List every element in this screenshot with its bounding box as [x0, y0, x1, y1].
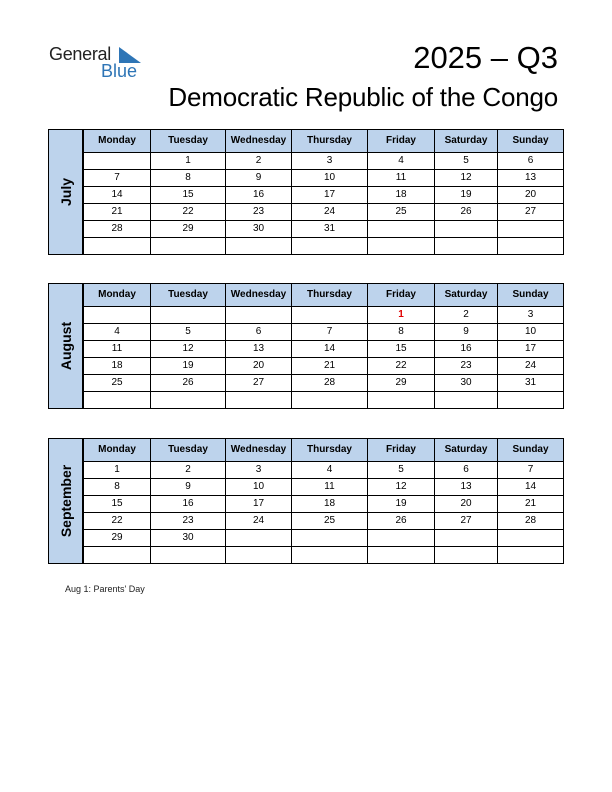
week-row — [84, 547, 564, 564]
month-name: August — [57, 321, 74, 371]
empty-day-cell — [368, 221, 435, 238]
day-cell: 17 — [226, 496, 292, 513]
empty-day-cell — [368, 392, 435, 409]
day-cell: 2 — [226, 153, 292, 170]
day-cell: 9 — [226, 170, 292, 187]
day-cell: 9 — [435, 324, 498, 341]
day-cell: 8 — [368, 324, 435, 341]
empty-day-cell — [435, 392, 498, 409]
month-label-band — [48, 129, 83, 255]
empty-day-cell — [226, 238, 292, 255]
day-cell: 18 — [292, 496, 368, 513]
week-row — [84, 496, 564, 513]
day-cell: 14 — [84, 187, 151, 204]
day-cell: 6 — [226, 324, 292, 341]
day-cell: 28 — [84, 221, 151, 238]
day-cell: 18 — [84, 358, 151, 375]
day-cell: 23 — [435, 358, 498, 375]
day-cell: 24 — [498, 358, 564, 375]
weekday-header: Saturday — [435, 439, 498, 462]
empty-day-cell — [498, 221, 564, 238]
day-cell: 24 — [226, 513, 292, 530]
logo — [49, 44, 149, 84]
day-cell: 20 — [435, 496, 498, 513]
day-cell: 31 — [292, 221, 368, 238]
empty-day-cell — [498, 392, 564, 409]
day-cell: 8 — [84, 479, 151, 496]
day-cell: 23 — [226, 204, 292, 221]
day-cell: 29 — [151, 221, 226, 238]
day-cell: 7 — [84, 170, 151, 187]
day-cell: 29 — [368, 375, 435, 392]
day-cell: 26 — [151, 375, 226, 392]
week-row — [84, 307, 564, 324]
weekday-header: Friday — [368, 130, 435, 153]
weekday-header-row — [84, 284, 564, 307]
empty-day-cell — [435, 547, 498, 564]
month-name: July — [57, 177, 74, 207]
weekday-header: Monday — [84, 284, 151, 307]
day-cell: 22 — [151, 204, 226, 221]
week-row — [84, 530, 564, 547]
weekday-header: Sunday — [498, 284, 564, 307]
day-cell: 14 — [292, 341, 368, 358]
day-cell: 12 — [151, 341, 226, 358]
empty-day-cell — [84, 238, 151, 255]
empty-day-cell — [151, 547, 226, 564]
weekday-header: Monday — [84, 130, 151, 153]
empty-day-cell — [226, 547, 292, 564]
weekday-header: Wednesday — [226, 284, 292, 307]
day-cell: 31 — [498, 375, 564, 392]
empty-day-cell — [151, 307, 226, 324]
empty-day-cell — [84, 307, 151, 324]
empty-day-cell — [435, 530, 498, 547]
week-row — [84, 358, 564, 375]
day-cell: 28 — [498, 513, 564, 530]
day-cell: 16 — [435, 341, 498, 358]
day-cell: 23 — [151, 513, 226, 530]
month-grid — [83, 283, 564, 409]
weekday-header: Tuesday — [151, 130, 226, 153]
day-cell: 5 — [151, 324, 226, 341]
day-cell: 16 — [226, 187, 292, 204]
day-cell: 30 — [226, 221, 292, 238]
day-cell: 10 — [498, 324, 564, 341]
day-cell: 3 — [292, 153, 368, 170]
day-cell: 13 — [435, 479, 498, 496]
day-cell: 16 — [151, 496, 226, 513]
week-row — [84, 479, 564, 496]
empty-day-cell — [226, 530, 292, 547]
day-cell: 2 — [435, 307, 498, 324]
day-cell: 15 — [84, 496, 151, 513]
empty-day-cell — [292, 238, 368, 255]
day-cell: 13 — [226, 341, 292, 358]
day-cell: 5 — [435, 153, 498, 170]
day-cell: 26 — [368, 513, 435, 530]
month-label-band — [48, 283, 83, 409]
day-cell: 25 — [292, 513, 368, 530]
empty-day-cell — [368, 547, 435, 564]
day-cell: 21 — [84, 204, 151, 221]
weekday-header-row — [84, 439, 564, 462]
day-cell: 20 — [498, 187, 564, 204]
empty-day-cell — [84, 153, 151, 170]
holiday-day-cell: 1 — [368, 307, 435, 324]
day-cell: 18 — [368, 187, 435, 204]
day-cell: 15 — [368, 341, 435, 358]
month-grid — [83, 129, 564, 255]
empty-day-cell — [498, 547, 564, 564]
empty-day-cell — [84, 392, 151, 409]
day-cell: 8 — [151, 170, 226, 187]
day-cell: 4 — [368, 153, 435, 170]
weekday-header: Tuesday — [151, 284, 226, 307]
month-grid — [83, 438, 564, 564]
month-label-band — [48, 438, 83, 564]
week-row — [84, 341, 564, 358]
day-cell: 1 — [151, 153, 226, 170]
week-row — [84, 153, 564, 170]
day-cell: 22 — [368, 358, 435, 375]
day-cell: 17 — [498, 341, 564, 358]
weekday-header: Monday — [84, 439, 151, 462]
day-cell: 19 — [151, 358, 226, 375]
day-cell: 2 — [151, 462, 226, 479]
weekday-header: Sunday — [498, 130, 564, 153]
weekday-header: Wednesday — [226, 130, 292, 153]
day-cell: 12 — [368, 479, 435, 496]
empty-day-cell — [292, 530, 368, 547]
week-row — [84, 187, 564, 204]
day-cell: 15 — [151, 187, 226, 204]
day-cell: 22 — [84, 513, 151, 530]
day-cell: 20 — [226, 358, 292, 375]
day-cell: 17 — [292, 187, 368, 204]
day-cell: 3 — [226, 462, 292, 479]
day-cell: 25 — [84, 375, 151, 392]
weekday-header: Thursday — [292, 439, 368, 462]
day-cell: 4 — [292, 462, 368, 479]
day-cell: 1 — [84, 462, 151, 479]
weekday-header: Wednesday — [226, 439, 292, 462]
page-title: 2025 – Q3 — [413, 40, 558, 75]
day-cell: 7 — [498, 462, 564, 479]
day-cell: 6 — [498, 153, 564, 170]
empty-day-cell — [84, 547, 151, 564]
empty-day-cell — [151, 238, 226, 255]
day-cell: 9 — [151, 479, 226, 496]
weekday-header: Friday — [368, 284, 435, 307]
empty-day-cell — [151, 392, 226, 409]
day-cell: 30 — [435, 375, 498, 392]
day-cell: 26 — [435, 204, 498, 221]
empty-day-cell — [368, 530, 435, 547]
weekday-header: Thursday — [292, 130, 368, 153]
month-name: September — [57, 464, 74, 538]
week-row — [84, 204, 564, 221]
day-cell: 11 — [84, 341, 151, 358]
day-cell: 10 — [292, 170, 368, 187]
weekday-header: Friday — [368, 439, 435, 462]
empty-day-cell — [498, 238, 564, 255]
weekday-header-row — [84, 130, 564, 153]
day-cell: 27 — [226, 375, 292, 392]
day-cell: 21 — [498, 496, 564, 513]
empty-day-cell — [292, 307, 368, 324]
empty-day-cell — [226, 307, 292, 324]
week-row — [84, 221, 564, 238]
empty-day-cell — [292, 392, 368, 409]
weekday-header: Saturday — [435, 284, 498, 307]
day-cell: 6 — [435, 462, 498, 479]
day-cell: 4 — [84, 324, 151, 341]
day-cell: 27 — [435, 513, 498, 530]
day-cell: 13 — [498, 170, 564, 187]
weekday-header: Thursday — [292, 284, 368, 307]
week-row — [84, 170, 564, 187]
day-cell: 14 — [498, 479, 564, 496]
day-cell: 28 — [292, 375, 368, 392]
week-row — [84, 392, 564, 409]
empty-day-cell — [368, 238, 435, 255]
week-row — [84, 238, 564, 255]
week-row — [84, 324, 564, 341]
day-cell: 25 — [368, 204, 435, 221]
empty-day-cell — [435, 221, 498, 238]
day-cell: 29 — [84, 530, 151, 547]
week-row — [84, 375, 564, 392]
day-cell: 21 — [292, 358, 368, 375]
weekday-header: Tuesday — [151, 439, 226, 462]
country-name: Democratic Republic of the Congo — [168, 82, 558, 112]
weekday-header: Saturday — [435, 130, 498, 153]
empty-day-cell — [498, 530, 564, 547]
week-row — [84, 462, 564, 479]
empty-day-cell — [292, 547, 368, 564]
holiday-note: Aug 1: Parents' Day — [65, 584, 145, 594]
week-row — [84, 513, 564, 530]
logo-general-text: General — [49, 44, 111, 64]
logo-blue-text: Blue — [101, 61, 138, 81]
day-cell: 7 — [292, 324, 368, 341]
weekday-header: Sunday — [498, 439, 564, 462]
day-cell: 30 — [151, 530, 226, 547]
day-cell: 27 — [498, 204, 564, 221]
day-cell: 11 — [368, 170, 435, 187]
day-cell: 3 — [498, 307, 564, 324]
day-cell: 10 — [226, 479, 292, 496]
empty-day-cell — [226, 392, 292, 409]
day-cell: 11 — [292, 479, 368, 496]
empty-day-cell — [435, 238, 498, 255]
day-cell: 5 — [368, 462, 435, 479]
day-cell: 12 — [435, 170, 498, 187]
day-cell: 19 — [368, 496, 435, 513]
day-cell: 24 — [292, 204, 368, 221]
day-cell: 19 — [435, 187, 498, 204]
